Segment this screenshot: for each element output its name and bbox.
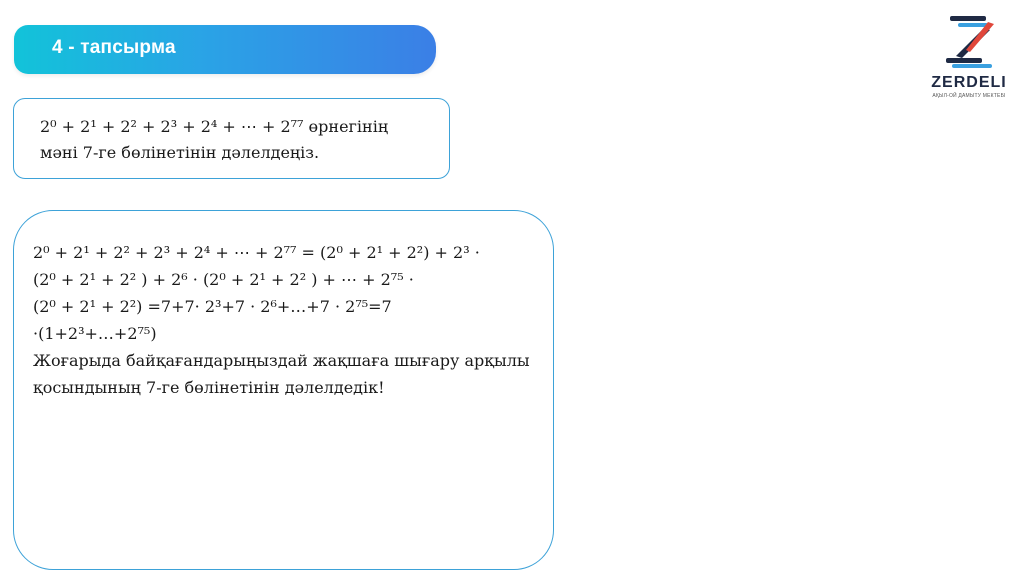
solution-line: Жоғарыда байқағандарыңыздай жақшаға шығару арқылы [33,351,530,370]
page-title: 4 - тапсырма [52,37,176,58]
solution-box [13,210,554,570]
task-statement [40,114,440,166]
logo-tagline: АҚЫЛ-ОЙ ДАМЫТУ МЕКТЕБІ [932,93,1006,99]
solution-line: (2⁰ + 2¹ + 2² ) + 2⁶ · (2⁰ + 2¹ + 2² ) + ⋯ + 2⁷⁵ · [33,270,414,289]
zerdeli-z-books-logo-icon [940,14,998,70]
zerdeli-logo [930,14,1008,102]
solution-line: қосындының 7-ге бөлінетінін дәлелдедік! [33,378,385,397]
header-banner [14,25,436,74]
solution-line: (2⁰ + 2¹ + 2²) =7+7· 2³+7 · 2⁶+…+7 · 2⁷⁵=7 [33,297,392,316]
task-line: 2⁰ + 2¹ + 2² + 2³ + 2⁴ + ⋯ + 2⁷⁷ өрнегінің [40,117,389,136]
solution-line: ·(1+2³+…+2⁷⁵) [33,324,157,343]
solution-content [33,239,543,401]
logo-wordmark: ZERDELI [931,74,1007,91]
task-line: мәні 7-ге бөлінетінін дәлелдеңіз. [40,143,320,162]
task-box [13,98,450,179]
solution-line: 2⁰ + 2¹ + 2² + 2³ + 2⁴ + ⋯ + 2⁷⁷ = (2⁰ + 2¹ + 2²) + 2³ · [33,243,480,262]
